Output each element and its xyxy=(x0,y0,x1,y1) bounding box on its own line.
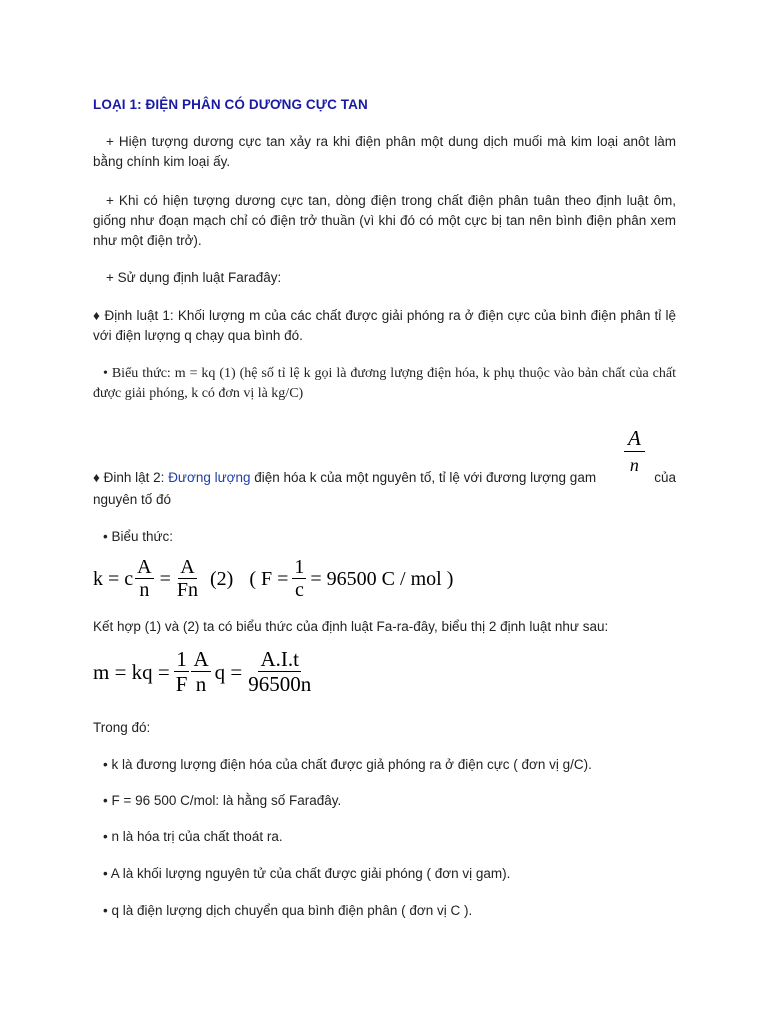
formula-k-fraction-3-den: c xyxy=(294,579,304,601)
fraction-denominator: n xyxy=(629,455,639,475)
definition-item: • n là hóa trị của chất thoát ra. xyxy=(103,829,283,844)
formula-m-fraction-3-num: A.I.t xyxy=(260,647,299,671)
formula-m-fraction-1-den: F xyxy=(175,672,188,697)
law-2-body: điện hóa k của một nguyên tố, tỉ lệ với đương lượng gam xyxy=(250,470,597,485)
formula-k-fraction-1 xyxy=(135,556,153,602)
expression-1-paragraph: • Biểu thức: m = kq (1) (hệ số tỉ lệ k gọi là đương lượng điện hóa, k phụ thuộc vào bản chất của chất được giải phóng, k có đơn vị là kg/C) xyxy=(93,366,676,401)
formula-k-equals: = xyxy=(159,567,171,590)
definition-item: • F = 96 500 C/mol: là hằng số Farađây. xyxy=(103,793,342,808)
paragraph-2: + Khi có hiện tượng dương cực tan, dòng điện trong chất điện phân tuân theo định luật ôm, giống như đoạn mạch chỉ có điện trở thuần (vì khi đó có một cực bị tan nên bình điện phân xem như một điện trở). xyxy=(93,193,676,248)
definition-item: • A là khối lượng nguyên tử của chất được giải phóng ( đơn vị gam). xyxy=(103,866,511,881)
formula-k-label: (2) xyxy=(210,567,234,590)
law-2-prefix: ♦ Đinh lật 2: xyxy=(93,470,169,485)
formula-k-fraction-2-num: A xyxy=(180,556,195,578)
formula-k xyxy=(93,556,453,602)
formula-k-fraction-1-num: A xyxy=(137,556,152,578)
formula-m-fraction-2 xyxy=(191,648,210,696)
expression-2-label: • Biểu thức: xyxy=(103,529,174,544)
formula-m-fraction-1-num: 1 xyxy=(176,647,187,671)
where-label: Trong đó: xyxy=(93,720,151,735)
formula-m-fraction-2-den: n xyxy=(195,672,207,697)
formula-k-fraction-2-den: Fn xyxy=(176,579,199,601)
formula-m-fraction-1 xyxy=(174,648,190,696)
combination-paragraph: Kết hợp (1) và (2) ta có biểu thức của định luật Fa-ra-đây, biểu thị 2 định luật như sau: xyxy=(93,619,609,634)
law-2-tail: của xyxy=(654,470,676,485)
formula-m-mid: q = xyxy=(214,659,243,684)
formula-m-fraction-3 xyxy=(246,648,313,696)
formula-k-fraction-3-num: 1 xyxy=(294,556,305,578)
formula-m-fraction-3-den: 96500n xyxy=(248,672,312,697)
formula-k-fraction-3 xyxy=(292,556,306,602)
formula-k-f-open: ( F = xyxy=(249,567,289,590)
formula-k-fraction-2 xyxy=(175,556,200,602)
law-2-line-1 xyxy=(93,468,676,488)
formula-m-fraction-2-num: A xyxy=(193,647,209,671)
formula-k-rhs: = 96500 C / mol ) xyxy=(310,567,454,590)
paragraph-1: + Hiện tượng dương cực tan xảy ra khi điện phân một dung dịch muối mà kim loại anôt làm bằng chính kim loại ấy. xyxy=(93,134,676,169)
fraction-numerator: A xyxy=(624,425,645,452)
formula-k-lhs: k = c xyxy=(93,567,134,590)
section-heading: LOẠI 1: ĐIỆN PHÂN CÓ DƯƠNG CỰC TAN xyxy=(93,97,368,112)
definition-item: • q là điện lượng dịch chuyển qua bình điện phân ( đơn vị C ). xyxy=(103,903,473,918)
formula-m xyxy=(93,648,313,696)
law-2-line-2: nguyên tố đó xyxy=(93,492,172,507)
formula-m-lhs: m = kq = xyxy=(93,659,170,684)
law-1-paragraph: ♦ Định luật 1: Khối lượng m của các chất được giải phóng ra ở điện cực của bình điện phân tỉ lệ với điện lượng q chạy qua bình đó. xyxy=(93,308,676,343)
law-2-link[interactable]: Đương lượng xyxy=(168,470,251,485)
paragraph-3: + Sử dụng định luật Farađây: xyxy=(106,270,282,285)
formula-k-fraction-1-den: n xyxy=(139,579,150,601)
definition-item: • k là đương lượng điện hóa của chất được giả phóng ra ở điện cực ( đơn vị g/C). xyxy=(103,757,592,772)
